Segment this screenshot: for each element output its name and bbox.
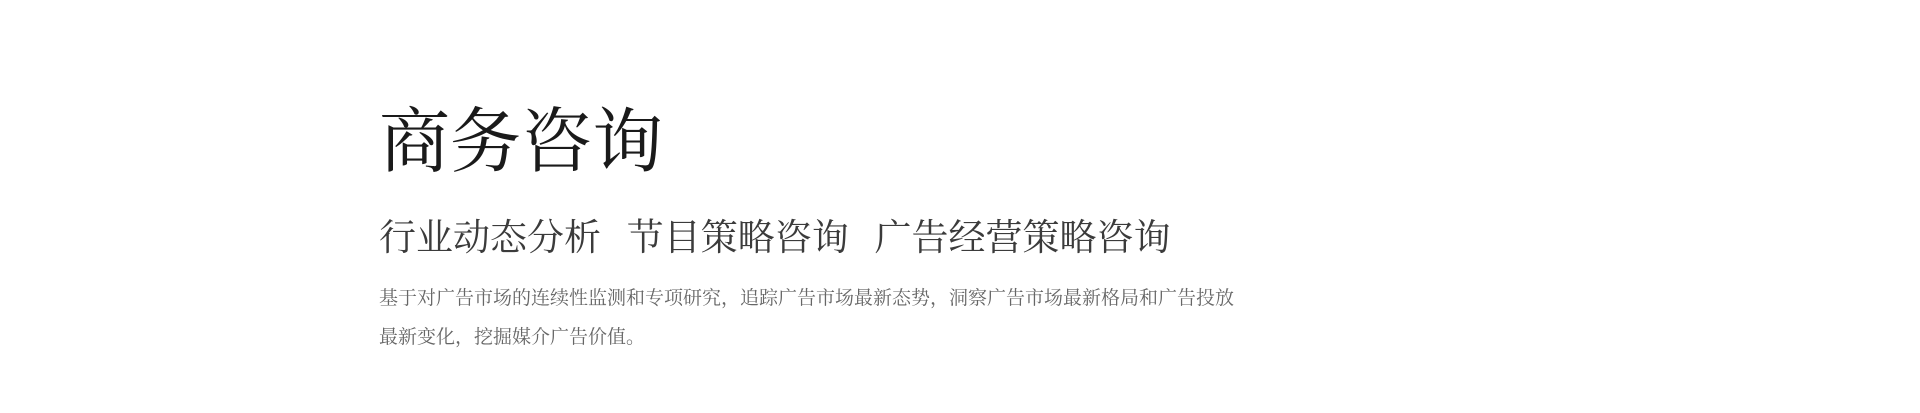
tag-ad-business-strategy: 广告经营策略咨询 [874, 216, 1171, 259]
section-description: 基于对广告市场的连续性监测和专项研究，追踪广告市场最新态势，洞察广告市场最新格局和广告投放最新变化，挖掘媒介广告价值。 [379, 287, 1235, 348]
service-tags [379, 213, 1185, 263]
tag-industry-analysis: 行业动态分析 [379, 216, 601, 259]
business-consulting-section [379, 0, 1579, 413]
tag-program-strategy: 节目策略咨询 [626, 216, 849, 259]
section-title: 商务咨询 [379, 100, 664, 183]
